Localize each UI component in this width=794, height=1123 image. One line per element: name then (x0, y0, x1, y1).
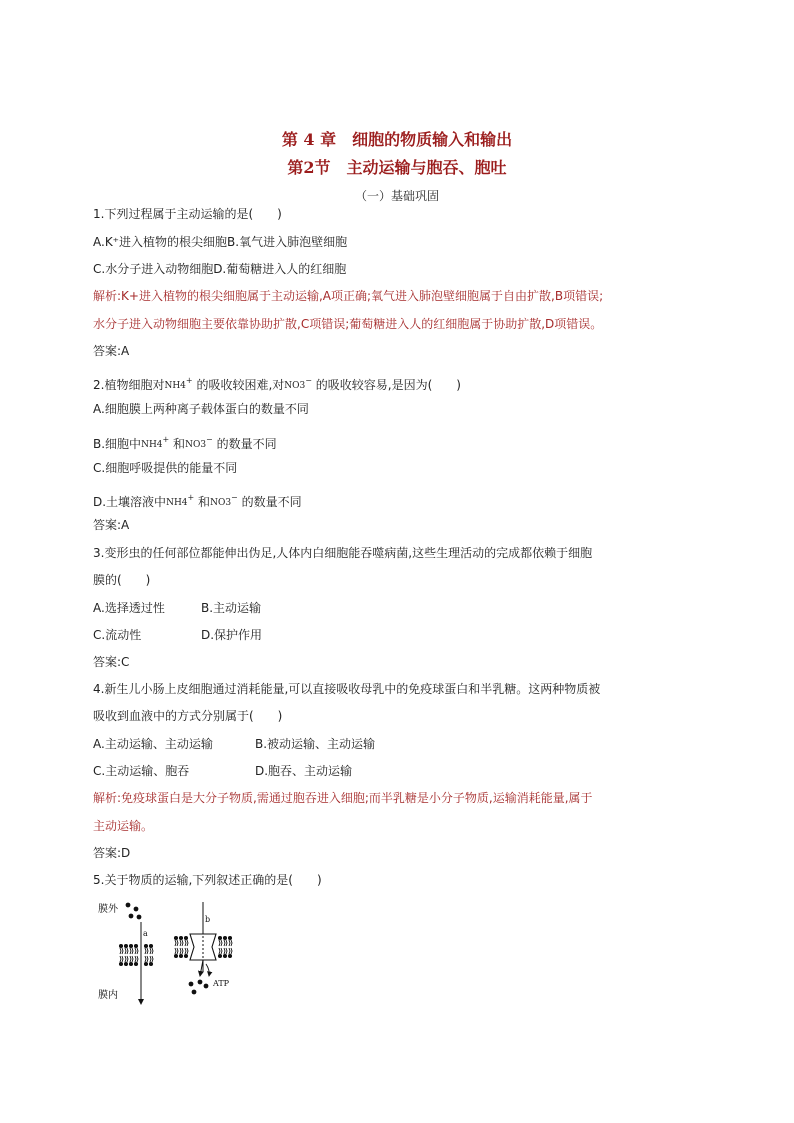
q1-options-cd: C.水分子进入动物细胞D.葡萄糖进入人的红细胞 (93, 262, 347, 276)
q2-stem-part1: 2.植物细胞对 (93, 378, 165, 392)
q2-option-c: C.细胞呼吸提供的能量不同 (93, 461, 238, 475)
q4-option-c: C.主动运输、胞吞 (93, 764, 190, 778)
q4-option-a: A.主动运输、主动运输 (93, 737, 213, 751)
q3-option-d: D.保护作用 (201, 628, 263, 642)
q2-stem-part3: 的吸收较容易,是因为( ) (315, 378, 461, 392)
q3-option-c: C.流动性 (93, 628, 142, 642)
q3-options-ab (93, 600, 261, 616)
q2-answer: 答案:A (93, 518, 130, 532)
nitrate-formula: NO3− (284, 376, 312, 391)
inside-label: 膜内 (98, 990, 118, 1001)
q3-option-a: A.选择透过性 (93, 601, 165, 615)
q4-stem-line1: 4.新生儿小肠上皮细胞通过消耗能量,可以直接吸收母乳中的免疫球蛋白和半乳糖。这两种物质被 (93, 682, 601, 696)
nitrate-formula: NO3− (185, 435, 213, 450)
q4-answer: 答案:D (93, 846, 131, 860)
q2-option-d: D.土壤溶液中NH4+ 和NO3− 的数量不同 (93, 493, 302, 509)
subsection-title: （一）基础巩固 (354, 189, 439, 203)
diffusion-panel (119, 903, 153, 1004)
q2-stem-part2: 的吸收较困难,对 (196, 378, 285, 392)
q1-explanation-line2: 水分子进入动物细胞主要依靠协助扩散,C项错误;葡萄糖进入人的红细胞属于协助扩散,D项错误。 (93, 317, 603, 331)
q3-answer: 答案:C (93, 655, 130, 669)
q3-stem-line1: 3.变形虫的任何部位都能伸出伪足,人体内白细胞能吞噬病菌,这些生理活动的完成都依赖于细胞 (93, 546, 593, 560)
q4-option-d: D.胞吞、主动运输 (255, 764, 353, 778)
section-title: 第2节 主动运输与胞吞、胞吐 (287, 158, 507, 177)
q1-explanation-line1: 解析:K+进入植物的根尖细胞属于主动运输,A项正确;氧气进入肺泡壁细胞属于自由扩散,B项错误; (93, 289, 604, 303)
arrow-b-label: b (205, 915, 211, 924)
atp-label: ATP (213, 979, 230, 988)
q4-explanation-line1: 解析:免疫球蛋白是大分子物质,需通过胞吞进入细胞;而半乳糖是小分子物质,运输消耗能量,属于 (93, 791, 593, 805)
q4-option-b: B.被动运输、主动运输 (255, 737, 376, 751)
ammonium-formula: NH4+ (166, 493, 195, 508)
q1-answer: 答案:A (93, 344, 130, 358)
active-transport-panel (174, 902, 232, 994)
q2-option-a: A.细胞膜上两种离子载体蛋白的数量不同 (93, 402, 309, 416)
ammonium-formula: NH4+ (164, 376, 193, 391)
q5-stem: 5.关于物质的运输,下列叙述正确的是( ) (93, 873, 322, 887)
outside-label: 膜外 (98, 904, 118, 915)
q1-options-ab: A.K⁺进入植物的根尖细胞B.氧气进入肺泡壁细胞 (93, 235, 348, 249)
nitrate-formula: NO3− (210, 493, 238, 508)
membrane-transport-figure (96, 898, 256, 1010)
q3-stem-line2: 膜的( ) (93, 573, 151, 587)
q3-option-b: B.主动运输 (201, 601, 262, 615)
ammonium-formula: NH4+ (141, 435, 170, 450)
q3-options-cd (93, 627, 262, 643)
q2-option-b: B.细胞中NH4+ 和NO3− 的数量不同 (93, 435, 277, 451)
q4-stem-line2: 吸收到血液中的方式分别属于( ) (93, 709, 283, 723)
chapter-title: 第 4 章 细胞的物质输入和输出 (281, 130, 513, 149)
q4-explanation-line2: 主动运输。 (93, 819, 154, 833)
q1-stem: 1.下列过程属于主动运输的是( ) (93, 207, 282, 221)
arrow-a-label: a (143, 929, 148, 938)
q4-options-ab (93, 736, 375, 752)
q2-stem (93, 373, 461, 394)
q4-options-cd (93, 763, 352, 779)
